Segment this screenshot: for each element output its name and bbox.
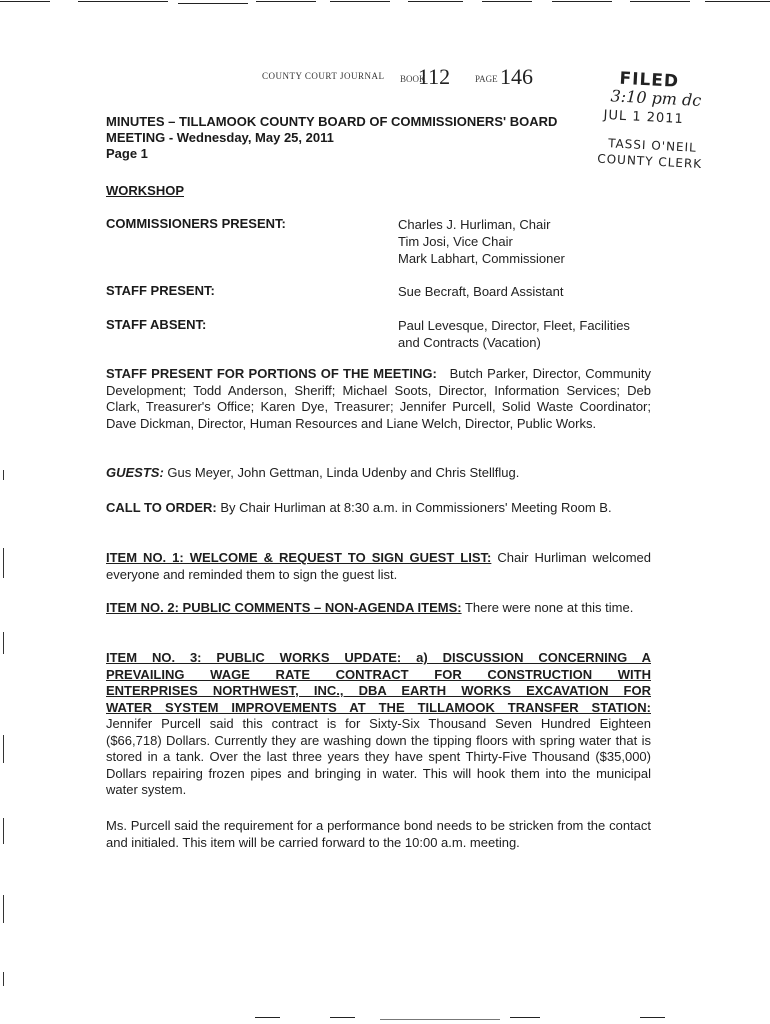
item-1-label: ITEM NO. 1: WELCOME & REQUEST TO SIGN GUEST LIST: [106,550,492,565]
call-to-order-text: By Chair Hurliman at 8:30 a.m. in Commissioners' Meeting Room B. [220,500,612,515]
document-header [106,114,606,162]
commissioners-present-label: COMMISSIONERS PRESENT: [106,216,286,231]
scan-edge-top [630,1,690,2]
commissioner-2: Tim Josi, Vice Chair [398,234,513,249]
journal-label: COUNTY COURT JOURNAL [262,71,385,81]
book-number: 112 [418,64,451,89]
workshop-title: WORKSHOP [106,183,184,198]
filed-stamp-title: FILED [619,68,680,92]
scan-edge-top [552,1,612,2]
item-1-paragraph [106,550,651,583]
scan-edge-left [3,632,4,654]
staff-portions-paragraph [106,366,651,432]
item-2-label: ITEM NO. 2: PUBLIC COMMENTS – NON-AGENDA ITEMS: [106,600,462,615]
header-line-3: Page 1 [106,146,148,161]
scan-edge-bottom [255,1017,280,1018]
scan-edge-left [3,818,4,844]
item-3-text: Jennifer Purcell said this contract is for Sixty-Six Thousand Seven Hundred Eighteen ($66,718) Dollars. Currently they are washing down the tipping floors with spring water that is stored in a tank. Over the last three years they have spent Thirty-Five Thousand ($35,000) Dollars repairing frozen pipes and bringing in water. This will hook them into the municipal water system. [106,716,651,797]
staff-present-value: Sue Becraft, Board Assistant [398,284,564,299]
filed-stamp-date: JUL 1 2011 [603,107,685,128]
staff-absent-line-2: and Contracts (Vacation) [398,335,541,350]
scan-edge-left [3,895,4,923]
scan-edge-left [3,735,4,763]
staff-absent-line-1: Paul Levesque, Director, Fleet, Facilities [398,318,630,333]
scan-edge-top [256,1,316,2]
page-label: PAGE [475,74,498,84]
filed-stamp-clerk-title: COUNTY CLERK [596,151,703,172]
scan-edge-top [330,1,390,2]
item-3-heading-line-4: WATER SYSTEM IMPROVEMENTS AT THE TILLAMOOK TRANSFER STATION: [106,699,651,715]
book-label: BOOK [400,74,426,84]
header-line-1: MINUTES – TILLAMOOK COUNTY BOARD OF COMMISSIONERS' BOARD [106,114,558,129]
staff-portions-label: STAFF PRESENT FOR PORTIONS OF THE MEETING: [106,366,437,381]
staff-absent-label: STAFF ABSENT: [106,317,207,332]
item-3-heading-line-3: ENTERPRISES NORTHWEST, INC., DBA EARTH WORKS EXCAVATION FOR [106,683,651,698]
scan-edge-bottom [380,1019,500,1020]
scan-edge-top [178,3,248,4]
scan-edge-top [482,1,532,2]
call-to-order-paragraph [106,500,651,517]
staff-portions-text: Butch Parker, Director, Community Development; Todd Anderson, Sheriff; Michael Soots, Director, Information Services; Deb Clark, Treasurer's Office; Karen Dye, Treasurer; Jennifer Purcell, Solid Waste Coordinator; Dave Dickman, Director, Human Resources and Liane Welch, Director, Public Works. [106,366,651,431]
header-line-2: MEETING - Wednesday, May 25, 2011 [106,130,334,145]
staff-present-label: STAFF PRESENT: [106,283,215,298]
scan-edge-top [705,1,770,2]
guests-text: Gus Meyer, John Gettman, Linda Udenby and Chris Stellflug. [167,465,520,480]
scan-edge-bottom [640,1017,665,1018]
commissioners-list [398,216,565,267]
scan-edge-bottom [330,1017,355,1018]
filed-stamp [596,68,768,172]
commissioner-1: Charles J. Hurliman, Chair [398,217,551,232]
scan-edge-top [78,1,168,2]
scan-edge-left [3,548,4,578]
call-to-order-label: CALL TO ORDER: [106,500,217,515]
item-2-text: There were none at this time. [464,600,634,615]
scan-edge-top [408,1,463,2]
item-3-heading-line-2: PREVAILING WAGE RATE CONTRACT FOR CONSTRUCTION WITH [106,666,651,682]
item-3-paragraph-2: Ms. Purcell said the requirement for a performance bond needs to be stricken from the contact and initialed. This item will be carried forward to the 10:00 a.m. meeting. [106,818,651,850]
filed-stamp-clerk-name: TASSI O'NEIL [607,136,698,155]
item-3-paragraph [106,650,651,799]
filed-stamp-time: 3:10 pm dc [610,86,702,110]
item-3-heading-line-1: ITEM NO. 3: PUBLIC WORKS UPDATE: a) DISCUSSION CONCERNING A [106,650,651,665]
scan-edge-left [3,470,4,480]
item-1-text: Chair Hurliman welcomed everyone and reminded them to sign the guest list. [106,550,651,582]
scan-edge-top [0,1,50,2]
item-2-paragraph [106,600,651,617]
commissioner-3: Mark Labhart, Commissioner [398,251,565,266]
scan-edge-left [3,972,4,986]
staff-absent-value [398,317,630,351]
scan-edge-bottom [510,1017,540,1018]
guests-label: GUESTS: [106,465,164,480]
page-number: 146 [500,64,533,89]
guests-paragraph [106,465,651,482]
